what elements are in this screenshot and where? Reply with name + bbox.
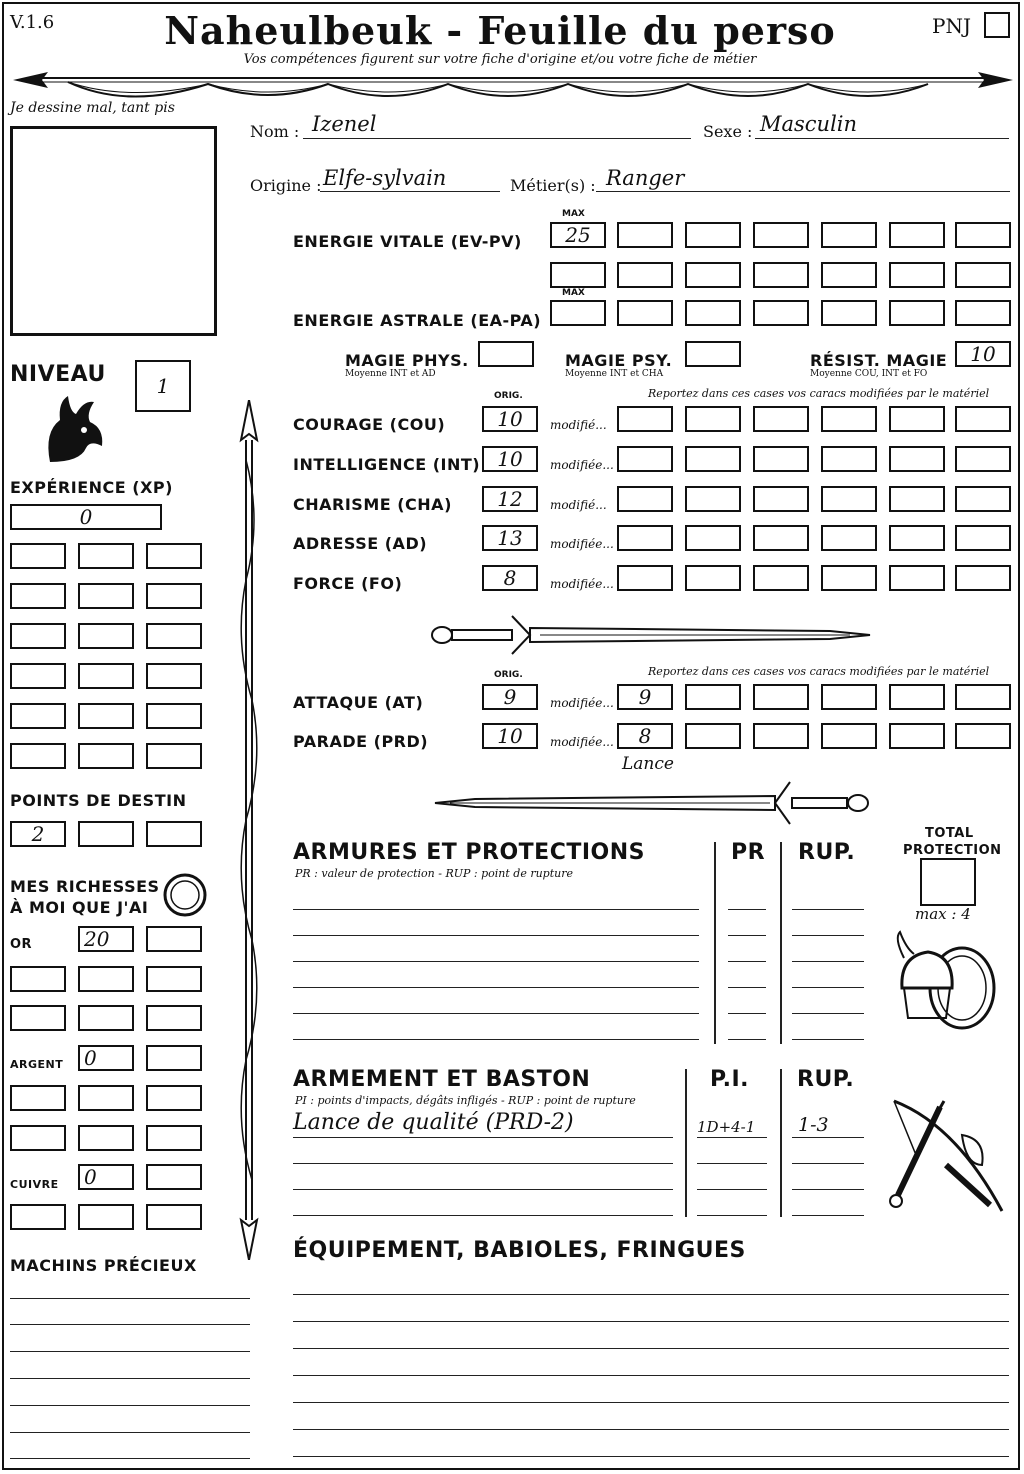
- experience-box[interactable]: 0: [10, 504, 162, 530]
- caracs-report-note: Reportez dans ces cases vos caracs modifiées par le matériel: [648, 387, 990, 400]
- machins-line-3[interactable]: [10, 1351, 250, 1352]
- portrait-caption: Je dessine mal, tant pis: [10, 100, 175, 116]
- armement-line-3[interactable]: [293, 1189, 673, 1190]
- carac-mod-label: modifiée...: [550, 458, 614, 472]
- combat-orig-label: ORIG.: [494, 670, 523, 680]
- money-box-6-1[interactable]: [10, 1125, 66, 1151]
- armure-pr-line-1[interactable]: [728, 909, 766, 910]
- sword-icon: [430, 612, 875, 658]
- xp-box-4-2[interactable]: [78, 663, 134, 689]
- dragon-icon: [40, 392, 106, 464]
- destin-box-3[interactable]: [146, 821, 202, 847]
- equipement-line-4[interactable]: [293, 1375, 1009, 1376]
- carac-5-box-1[interactable]: [617, 565, 673, 591]
- nom-value[interactable]: Izenel: [312, 112, 377, 136]
- equipement-line-3[interactable]: [293, 1348, 1009, 1349]
- carac-3-box-1[interactable]: [617, 486, 673, 512]
- carac-1-box-6[interactable]: [955, 406, 1011, 432]
- ev-label: ENERGIE VITALE (EV-PV): [293, 232, 522, 251]
- equipement-line-6[interactable]: [293, 1429, 1009, 1430]
- money-box-2-1[interactable]: [10, 966, 66, 992]
- xp-box-3-1[interactable]: [10, 623, 66, 649]
- combat-orig-box[interactable]: 10: [482, 723, 538, 749]
- armement-note: PI : points d'impacts, dégâts infligés - RUP : point de rupture: [295, 1094, 636, 1107]
- armement-divider-2: [780, 1069, 782, 1217]
- money-box-7-2[interactable]: 0: [78, 1164, 134, 1190]
- xp-box-1-3[interactable]: [146, 543, 202, 569]
- money-box-5-3[interactable]: [146, 1085, 202, 1111]
- ev-row-2-box-4[interactable]: [821, 262, 877, 288]
- equipement-label: ÉQUIPEMENT, BABIOLES, FRINGUES: [293, 1238, 746, 1263]
- money-box-8-1[interactable]: [10, 1204, 66, 1230]
- carac-2-box-3[interactable]: [753, 446, 809, 472]
- sexe-label: Sexe :: [703, 122, 753, 141]
- carac-orig-box[interactable]: 12: [482, 486, 538, 512]
- armement-rup-line-4[interactable]: [792, 1215, 864, 1216]
- combat-label: PARADE (PRD): [293, 732, 429, 751]
- ev-row-2-box-6[interactable]: [955, 262, 1011, 288]
- vertical-spear-icon: [232, 400, 266, 1260]
- ev-row-2-box-1[interactable]: [617, 262, 673, 288]
- ev-row-1-box-5[interactable]: [889, 222, 945, 248]
- ev-row-2-box-5[interactable]: [889, 262, 945, 288]
- sexe-value[interactable]: Masculin: [760, 112, 858, 136]
- armement-pi-line-4[interactable]: [697, 1215, 767, 1216]
- combat-label: ATTAQUE (AT): [293, 693, 424, 712]
- money-box-2-2[interactable]: [78, 966, 134, 992]
- xp-box-1-1[interactable]: [10, 543, 66, 569]
- carac-label: ADRESSE (AD): [293, 534, 428, 553]
- armure-line-1[interactable]: [293, 909, 699, 910]
- niveau-label: NIVEAU: [10, 362, 106, 387]
- destin-label: POINTS DE DESTIN: [10, 791, 187, 810]
- xp-box-2-3[interactable]: [146, 583, 202, 609]
- money-box-4-3[interactable]: [146, 1045, 202, 1071]
- carac-label: COURAGE (COU): [293, 415, 446, 434]
- armure-line-4[interactable]: [293, 987, 699, 988]
- sheet-subtitle: Vos compétences figurent sur votre fiche d'origine et/ou votre fiche de métier: [243, 52, 757, 67]
- ev-row-1-box-2[interactable]: [685, 222, 741, 248]
- armement-weapon[interactable]: Lance de qualité (PRD-2): [293, 1110, 574, 1135]
- carac-mod-label: modifié...: [550, 498, 607, 512]
- nom-underline: [303, 138, 691, 139]
- xp-box-3-2[interactable]: [78, 623, 134, 649]
- origine-underline: [320, 191, 500, 192]
- sword-icon-2: [430, 778, 875, 828]
- combat-1-box-5[interactable]: [889, 684, 945, 710]
- destin-box-2[interactable]: [78, 821, 134, 847]
- carac-orig-box[interactable]: 10: [482, 446, 538, 472]
- armure-rup-line-4[interactable]: [792, 987, 864, 988]
- machins-line-5[interactable]: [10, 1405, 250, 1406]
- machins-line-6[interactable]: [10, 1432, 250, 1433]
- xp-box-5-1[interactable]: [10, 703, 66, 729]
- ea-row-box-1[interactable]: [617, 300, 673, 326]
- total-protection-box[interactable]: [920, 858, 976, 906]
- carac-4-box-6[interactable]: [955, 525, 1011, 551]
- metier-value[interactable]: Ranger: [606, 166, 685, 190]
- pnj-checkbox[interactable]: [984, 12, 1010, 38]
- carac-orig-box[interactable]: 10: [482, 406, 538, 432]
- armement-rup-label: RUP.: [797, 1067, 855, 1092]
- carac-label: CHARISME (CHA): [293, 495, 452, 514]
- money-box-1-3[interactable]: [146, 926, 202, 952]
- origine-value[interactable]: Elfe-sylvain: [323, 166, 447, 190]
- carac-1-box-1[interactable]: [617, 406, 673, 432]
- combat-1-box-1[interactable]: 9: [617, 684, 673, 710]
- niveau-box[interactable]: 1: [135, 360, 191, 412]
- ev-max-box[interactable]: 25: [550, 222, 606, 248]
- armement-divider-1: [685, 1069, 687, 1217]
- carac-5-box-2[interactable]: [685, 565, 741, 591]
- xp-box-2-2[interactable]: [78, 583, 134, 609]
- armure-rup-line-6[interactable]: [792, 1039, 864, 1040]
- money-box-6-2[interactable]: [78, 1125, 134, 1151]
- armure-pr-line-3[interactable]: [728, 961, 766, 962]
- ev-row-1-box-4[interactable]: [821, 222, 877, 248]
- carac-3-box-5[interactable]: [889, 486, 945, 512]
- equipement-line-2[interactable]: [293, 1321, 1009, 1322]
- destin-box-1[interactable]: 2: [10, 821, 66, 847]
- combat-mod-label: modifiée...: [550, 696, 614, 710]
- money-box-3-3[interactable]: [146, 1005, 202, 1031]
- carac-5-box-3[interactable]: [753, 565, 809, 591]
- nom-label: Nom :: [250, 122, 300, 141]
- magie-phys-label: MAGIE PHYS.: [345, 351, 469, 370]
- ea-row-box-6[interactable]: [955, 300, 1011, 326]
- carac-3-box-6[interactable]: [955, 486, 1011, 512]
- armure-line-6[interactable]: [293, 1039, 699, 1040]
- money-box-1-2[interactable]: 20: [78, 926, 134, 952]
- machins-line-1[interactable]: [10, 1298, 250, 1299]
- resist-magie-label: RÉSIST. MAGIE: [810, 351, 948, 370]
- money-box-6-3[interactable]: [146, 1125, 202, 1151]
- combat-1-box-4[interactable]: [821, 684, 877, 710]
- magie-psy-label: MAGIE PSY.: [565, 351, 673, 370]
- ev-row-2-box-3[interactable]: [753, 262, 809, 288]
- xp-box-6-3[interactable]: [146, 743, 202, 769]
- money-box-8-3[interactable]: [146, 1204, 202, 1230]
- metier-label: Métier(s) :: [510, 176, 596, 195]
- xp-box-4-1[interactable]: [10, 663, 66, 689]
- sheet-title: Naheulbeuk - Feuille du perso: [164, 8, 836, 53]
- magie-phys-note: Moyenne INT et AD: [345, 369, 436, 379]
- carac-mod-label: modifiée...: [550, 537, 614, 551]
- magie-phys-box[interactable]: [478, 341, 534, 367]
- experience-label: EXPÉRIENCE (XP): [10, 478, 173, 497]
- armures-note: PR : valeur de protection - RUP : point de rupture: [295, 867, 573, 880]
- total-protection-max: max : 4: [915, 905, 971, 923]
- xp-box-1-2[interactable]: [78, 543, 134, 569]
- armement-pi-label: P.I.: [710, 1067, 749, 1092]
- armure-rup-line-3[interactable]: [792, 961, 864, 962]
- money-box-2-3[interactable]: [146, 966, 202, 992]
- coin-icon: [162, 872, 208, 918]
- ev-row-2-box-2[interactable]: [685, 262, 741, 288]
- ev-row-1-box-1[interactable]: [617, 222, 673, 248]
- ea-row-box-2[interactable]: [685, 300, 741, 326]
- money-box-5-1[interactable]: [10, 1085, 66, 1111]
- machins-line-2[interactable]: [10, 1324, 250, 1325]
- magie-psy-note: Moyenne INT et CHA: [565, 369, 664, 379]
- magie-psy-box[interactable]: [685, 341, 741, 367]
- combat-1-box-3[interactable]: [753, 684, 809, 710]
- carac-2-box-4[interactable]: [821, 446, 877, 472]
- resist-magie-note: Moyenne COU, INT et FO: [810, 369, 928, 379]
- carac-1-box-3[interactable]: [753, 406, 809, 432]
- combat-1-box-6[interactable]: [955, 684, 1011, 710]
- money-box-3-2[interactable]: [78, 1005, 134, 1031]
- ea-row-box-5[interactable]: [889, 300, 945, 326]
- ea-row-box-3[interactable]: [753, 300, 809, 326]
- xp-box-6-2[interactable]: [78, 743, 134, 769]
- weapons-icon: [886, 1095, 1010, 1219]
- caracs-orig-label: ORIG.: [494, 391, 523, 401]
- carac-1-box-5[interactable]: [889, 406, 945, 432]
- equipement-line-7[interactable]: [293, 1456, 1009, 1457]
- armement-line-4[interactable]: [293, 1215, 673, 1216]
- resist-magie-box[interactable]: 10: [955, 341, 1011, 367]
- armement-line-1[interactable]: [293, 1137, 673, 1138]
- combat-orig-box[interactable]: 9: [482, 684, 538, 710]
- total-protection-label-2: PROTECTION: [903, 843, 1002, 858]
- armement-rup-line-3[interactable]: [792, 1189, 864, 1190]
- carac-label: FORCE (FO): [293, 574, 403, 593]
- armement-pi-line-3[interactable]: [697, 1189, 767, 1190]
- carac-2-box-5[interactable]: [889, 446, 945, 472]
- equipement-line-1[interactable]: [293, 1294, 1009, 1295]
- combat-report-note: Reportez dans ces cases vos caracs modifiées par le matériel: [648, 665, 990, 678]
- ev-max-label: MAX: [562, 209, 585, 219]
- armure-rup-line-5[interactable]: [792, 1013, 864, 1014]
- carac-2-box-2[interactable]: [685, 446, 741, 472]
- armement-rup-line-2[interactable]: [792, 1163, 864, 1164]
- carac-5-box-4[interactable]: [821, 565, 877, 591]
- carac-4-box-1[interactable]: [617, 525, 673, 551]
- xp-box-2-1[interactable]: [10, 583, 66, 609]
- helmet-shield-icon: [890, 928, 1002, 1034]
- combat-2-box-5[interactable]: [889, 723, 945, 749]
- armure-pr-line-4[interactable]: [728, 987, 766, 988]
- equipement-line-5[interactable]: [293, 1402, 1009, 1403]
- carac-mod-label: modifiée...: [550, 577, 614, 591]
- armure-pr-line-6[interactable]: [728, 1039, 766, 1040]
- combat-2-box-4[interactable]: [821, 723, 877, 749]
- carac-1-box-4[interactable]: [821, 406, 877, 432]
- portrait-box[interactable]: [10, 126, 217, 336]
- carac-orig-box[interactable]: 13: [482, 525, 538, 551]
- armure-rup-line-2[interactable]: [792, 935, 864, 936]
- ev-row-1-box-3[interactable]: [753, 222, 809, 248]
- carac-2-box-1[interactable]: [617, 446, 673, 472]
- version-label: V.1.6: [10, 12, 55, 33]
- armement-rup-line-1[interactable]: [792, 1137, 864, 1138]
- armure-pr-line-5[interactable]: [728, 1013, 766, 1014]
- combat-2-box-1[interactable]: 8: [617, 723, 673, 749]
- weapon-note[interactable]: Lance: [622, 754, 674, 774]
- richesses-label-2: À MOI QUE J'AI: [10, 898, 149, 917]
- carac-4-box-4[interactable]: [821, 525, 877, 551]
- xp-box-5-2[interactable]: [78, 703, 134, 729]
- combat-2-box-3[interactable]: [753, 723, 809, 749]
- origine-label: Origine :: [250, 176, 322, 195]
- armement-weapon-pi[interactable]: 1D+4-1: [697, 1118, 756, 1136]
- ea-max-label: MAX: [562, 288, 585, 298]
- cuivre-label: CUIVRE: [10, 1178, 59, 1191]
- carac-3-box-2[interactable]: [685, 486, 741, 512]
- armures-divider-1: [714, 842, 716, 1044]
- xp-box-5-3[interactable]: [146, 703, 202, 729]
- sexe-underline: [755, 138, 1009, 139]
- armures-label: ARMURES ET PROTECTIONS: [293, 840, 645, 865]
- carac-4-box-2[interactable]: [685, 525, 741, 551]
- xp-box-4-3[interactable]: [146, 663, 202, 689]
- machins-label: MACHINS PRÉCIEUX: [10, 1256, 197, 1275]
- carac-5-box-6[interactable]: [955, 565, 1011, 591]
- xp-box-3-3[interactable]: [146, 623, 202, 649]
- carac-3-box-3[interactable]: [753, 486, 809, 512]
- pnj-label: PNJ: [932, 14, 971, 38]
- money-box-5-2[interactable]: [78, 1085, 134, 1111]
- ev-row-1-box-6[interactable]: [955, 222, 1011, 248]
- argent-label: ARGENT: [10, 1058, 64, 1071]
- machins-line-4[interactable]: [10, 1378, 250, 1379]
- carac-4-box-5[interactable]: [889, 525, 945, 551]
- money-box-8-2[interactable]: [78, 1204, 134, 1230]
- machins-line-7[interactable]: [10, 1458, 250, 1459]
- armures-divider-2: [780, 842, 782, 1044]
- armures-rup-label: RUP.: [798, 840, 856, 865]
- carac-1-box-2[interactable]: [685, 406, 741, 432]
- armement-weapon-rup[interactable]: 1-3: [798, 1114, 829, 1136]
- ea-row-box-4[interactable]: [821, 300, 877, 326]
- armement-pi-line-2[interactable]: [697, 1163, 767, 1164]
- money-box-4-2[interactable]: 0: [78, 1045, 134, 1071]
- ev-extra-box[interactable]: [550, 262, 606, 288]
- xp-box-6-1[interactable]: [10, 743, 66, 769]
- ea-max-box[interactable]: [550, 300, 606, 326]
- combat-1-box-2[interactable]: [685, 684, 741, 710]
- metier-underline: [596, 191, 1010, 192]
- combat-2-box-6[interactable]: [955, 723, 1011, 749]
- money-box-3-1[interactable]: [10, 1005, 66, 1031]
- money-box-7-3[interactable]: [146, 1164, 202, 1190]
- combat-2-box-2[interactable]: [685, 723, 741, 749]
- carac-mod-label: modifié...: [550, 418, 607, 432]
- carac-5-box-5[interactable]: [889, 565, 945, 591]
- ea-label: ENERGIE ASTRALE (EA-PA): [293, 311, 542, 330]
- armure-line-5[interactable]: [293, 1013, 699, 1014]
- combat-mod-label: modifiée...: [550, 735, 614, 749]
- carac-orig-box[interactable]: 8: [482, 565, 538, 591]
- armure-pr-line-2[interactable]: [728, 935, 766, 936]
- armure-line-2[interactable]: [293, 935, 699, 936]
- carac-2-box-6[interactable]: [955, 446, 1011, 472]
- or-label: OR: [10, 937, 33, 952]
- armement-line-2[interactable]: [293, 1163, 673, 1164]
- carac-3-box-4[interactable]: [821, 486, 877, 512]
- armement-pi-line-1[interactable]: [697, 1137, 767, 1138]
- armure-rup-line-1[interactable]: [792, 909, 864, 910]
- richesses-label-1: MES RICHESSES: [10, 877, 160, 896]
- total-protection-label-1: TOTAL: [925, 826, 974, 841]
- carac-label: INTELLIGENCE (INT): [293, 455, 481, 474]
- armures-pr-label: PR: [731, 840, 766, 865]
- armement-label: ARMEMENT ET BASTON: [293, 1067, 591, 1092]
- carac-4-box-3[interactable]: [753, 525, 809, 551]
- armure-line-3[interactable]: [293, 961, 699, 962]
